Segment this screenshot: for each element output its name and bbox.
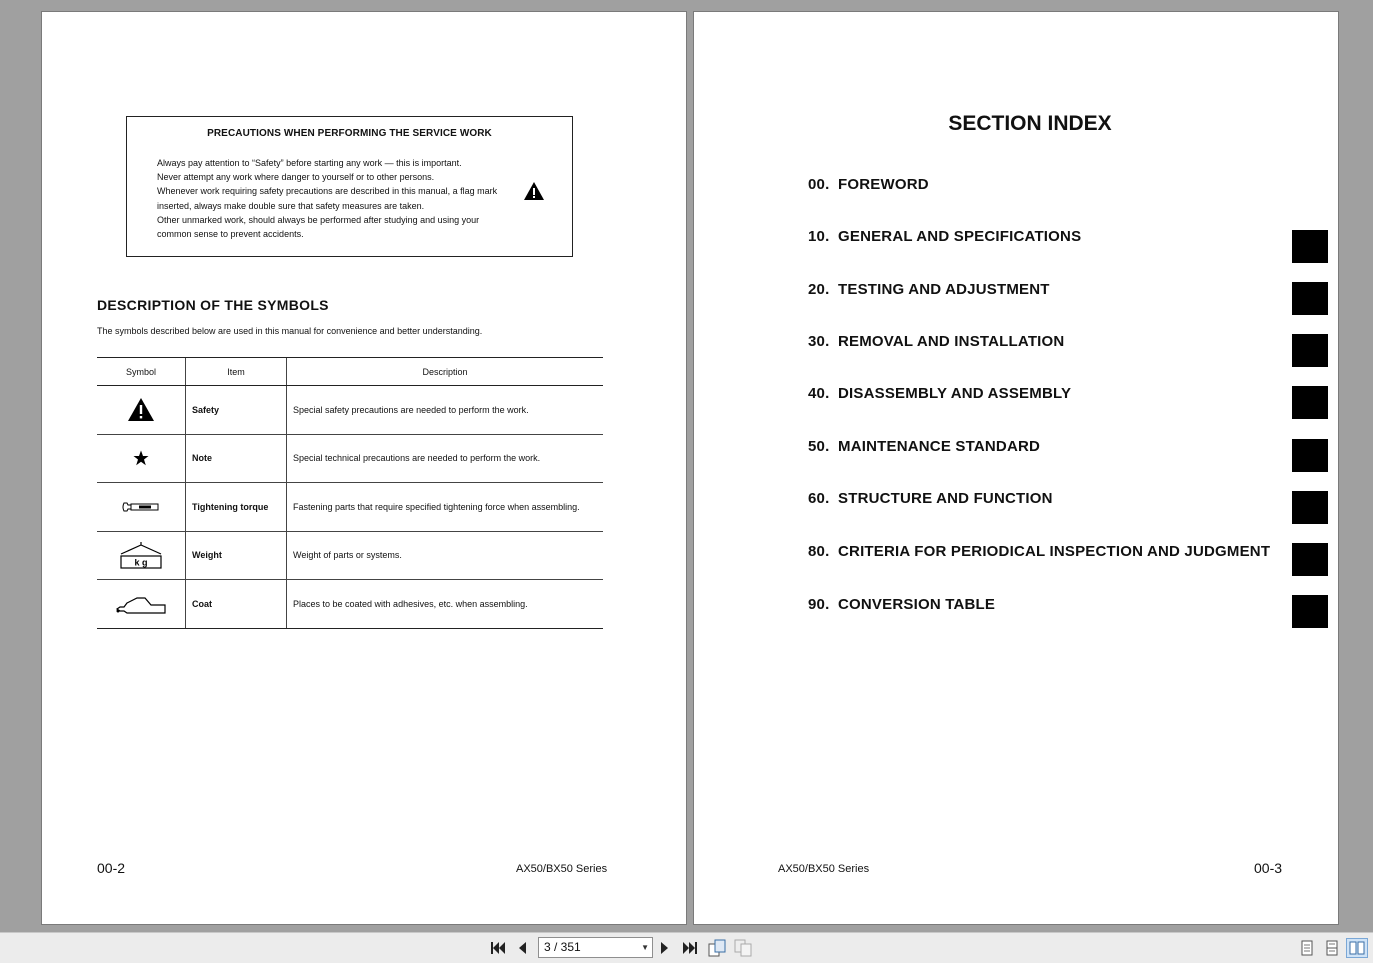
table-row: [97, 532, 603, 581]
star-icon: [133, 450, 149, 466]
page-number: 00-3: [1254, 860, 1283, 876]
row-item: Safety: [186, 386, 287, 434]
next-page-icon[interactable]: [655, 938, 675, 958]
precautions-box: [126, 116, 573, 257]
symbols-subtitle: The symbols described below are used in this manual for convenience and better understanding.: [97, 326, 483, 336]
row-description: Weight of parts or systems.: [293, 550, 402, 561]
precaution-line: Always pay attention to “Safety” before starting any work — this is important.: [157, 158, 462, 168]
row-description: Places to be coated with adhesives, etc. when assembling.: [293, 598, 528, 609]
page-number-field[interactable]: 3 / 351 ▼: [538, 937, 653, 958]
fit-page-icon[interactable]: [707, 938, 727, 958]
index-item-disassembly[interactable]: 40. DISASSEMBLY AND ASSEMBLY: [808, 385, 1072, 402]
weight-kg-icon: [119, 541, 163, 569]
page-number: 00-2: [97, 860, 126, 876]
row-item: Coat: [186, 580, 287, 628]
index-item-conversion[interactable]: 90. CONVERSION TABLE: [808, 596, 996, 613]
precaution-line: Whenever work requiring safety precautions are described in this manual, a flag mark: [157, 186, 498, 197]
table-header: [97, 357, 603, 386]
row-description: Fastening parts that require specified tightening force when assembling.: [293, 501, 580, 512]
index-item-structure[interactable]: 60. STRUCTURE AND FUNCTION: [808, 490, 1053, 507]
coat-tube-icon: [115, 593, 167, 615]
precaution-line: Never attempt any work where danger to yourself or to other persons.: [157, 172, 435, 183]
section-tab-80[interactable]: [1292, 543, 1328, 576]
precautions-title: PRECAUTIONS WHEN PERFORMING THE SERVICE WORK: [207, 128, 492, 139]
continuous-view-icon[interactable]: [1321, 938, 1343, 958]
header-item: Item: [186, 358, 287, 385]
table-row: [97, 435, 603, 484]
section-tab-20[interactable]: [1292, 282, 1328, 315]
index-item-general[interactable]: 10. GENERAL AND SPECIFICATIONS: [808, 228, 1082, 245]
section-tab-60[interactable]: [1292, 491, 1328, 524]
first-page-icon[interactable]: [488, 938, 508, 958]
index-item-foreword[interactable]: 00. FOREWORD: [808, 176, 929, 193]
table-row: [97, 386, 603, 435]
svg-text:k g: k g: [134, 557, 148, 568]
symbols-table: [97, 357, 603, 629]
single-page-view-icon[interactable]: [1296, 938, 1318, 958]
page-00-2: [41, 11, 687, 925]
last-page-icon[interactable]: [680, 938, 700, 958]
page-00-3: [693, 11, 1339, 925]
fit-width-icon[interactable]: [733, 938, 753, 958]
section-tab-30[interactable]: [1292, 334, 1328, 367]
index-item-removal[interactable]: 30. REMOVAL AND INSTALLATION: [808, 333, 1065, 350]
table-row: [97, 580, 603, 629]
section-tab-90[interactable]: [1292, 595, 1328, 628]
header-description: Description: [422, 366, 468, 377]
series-label: AX50/BX50 Series: [778, 863, 870, 875]
table-row: [97, 483, 603, 532]
section-tab-40[interactable]: [1292, 386, 1328, 419]
symbols-heading: DESCRIPTION OF THE SYMBOLS: [97, 297, 329, 313]
row-item: Weight: [186, 532, 287, 580]
section-tab-50[interactable]: [1292, 439, 1328, 472]
index-item-criteria[interactable]: 80. CRITERIA FOR PERIODICAL INSPECTION AND JUDGMENT: [808, 543, 1271, 560]
section-tab-10[interactable]: [1292, 230, 1328, 263]
row-item: Tightening torque: [186, 483, 287, 531]
row-item: Note: [186, 435, 287, 483]
precaution-line: Other unmarked work, should always be performed after studying and using your: [157, 214, 480, 225]
precaution-line: common sense to prevent accidents.: [157, 229, 304, 240]
warning-triangle-icon: [127, 397, 155, 422]
torque-wrench-icon: [122, 500, 160, 514]
previous-page-icon[interactable]: [512, 938, 532, 958]
index-item-maintenance[interactable]: 50. MAINTENANCE STANDARD: [808, 438, 1041, 455]
precautions-text: [157, 156, 537, 241]
header-symbol: Symbol: [97, 358, 186, 385]
warning-triangle-icon: [523, 181, 545, 201]
series-label: AX50/BX50 Series: [516, 863, 608, 875]
row-description: Special safety precautions are needed to perform the work.: [293, 404, 529, 415]
section-index-title: SECTION INDEX: [948, 112, 1112, 135]
two-page-view-icon[interactable]: [1346, 938, 1368, 958]
row-description: Special technical precautions are needed to perform the work.: [293, 453, 541, 464]
chevron-down-icon[interactable]: ▼: [641, 943, 649, 952]
precaution-line: inserted, always make double sure that safety measures are taken.: [157, 200, 425, 211]
navigation-toolbar: [0, 932, 1373, 963]
index-item-testing[interactable]: 20. TESTING AND ADJUSTMENT: [808, 281, 1050, 298]
